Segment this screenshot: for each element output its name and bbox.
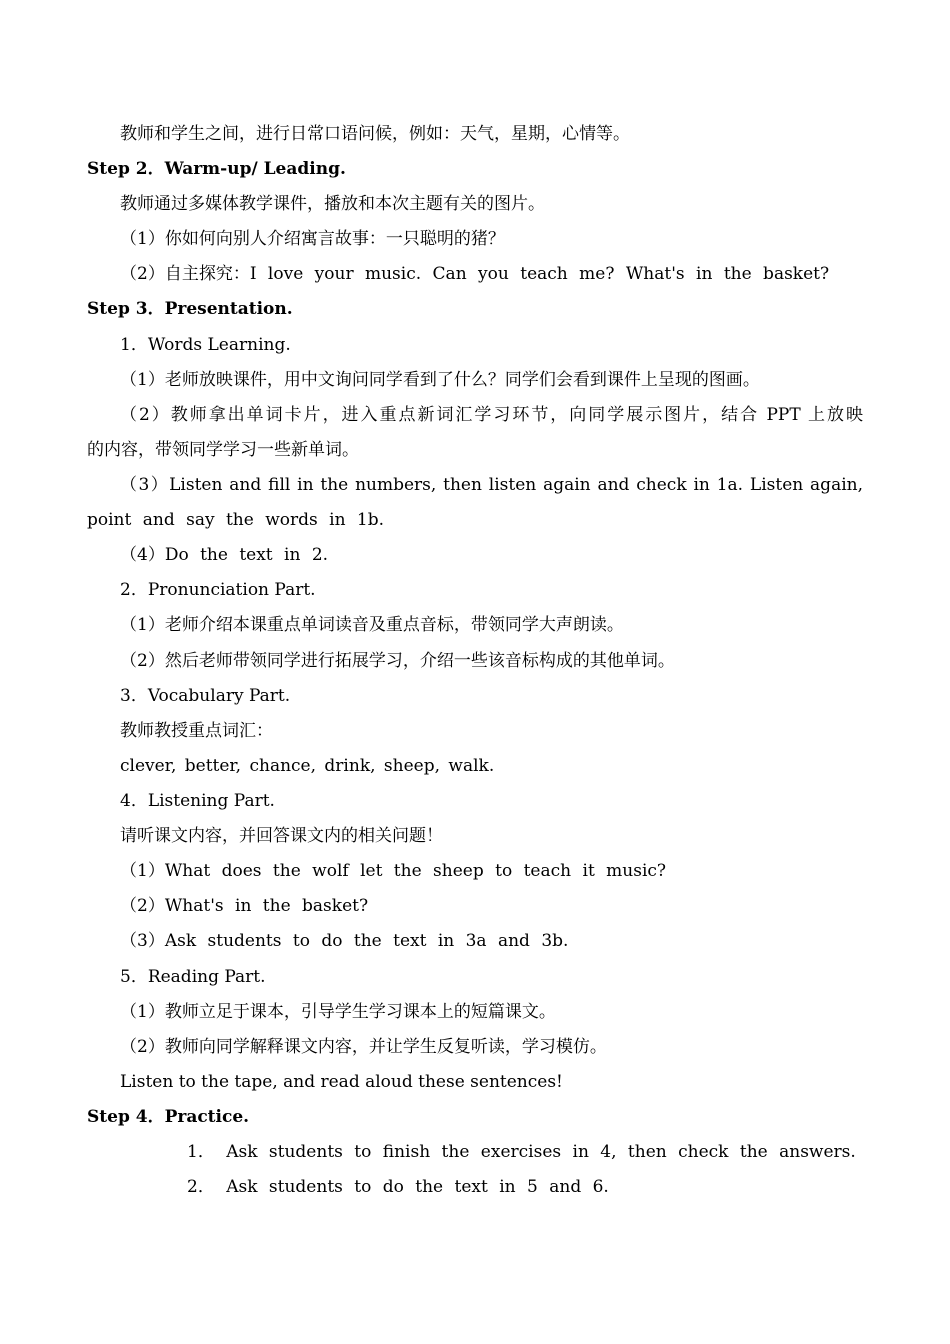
listening-question-2: （2）What's in the basket? bbox=[120, 896, 369, 916]
listening-question-1: （1）What does the wolf let the sheep to teach it music? bbox=[120, 861, 667, 881]
pronunciation-item-2: （2）然后老师带领同学进行拓展学习，介绍一些该音标构成的其他单词。 bbox=[120, 651, 675, 671]
vocabulary-words: clever, better, chance, drink, sheep, walk. bbox=[120, 756, 495, 776]
reading-title: 5．Reading Part. bbox=[120, 967, 266, 987]
listening-intro: 请听课文内容，并回答课文内的相关问题！ bbox=[120, 826, 443, 846]
listening-question-3: （3）Ask students to do the text in 3a and 3b. bbox=[120, 931, 569, 951]
warmup-question-1: （1）你如何向别人介绍寓言故事：一只聪明的猪？ bbox=[120, 229, 505, 249]
greeting-paragraph: 教师和学生之间，进行日常口语问候，例如：天气，星期，心情等。 bbox=[120, 124, 630, 144]
warmup-paragraph: 教师通过多媒体教学课件，播放和本次主题有关的图片。 bbox=[120, 194, 545, 214]
vocabulary-intro: 教师教授重点词汇： bbox=[120, 721, 273, 741]
practice-item-1: 1． Ask students to finish the exercises in 4, then check the answers. bbox=[187, 1142, 856, 1162]
practice-item-2: 2． Ask students to do the text in 5 and 6. bbox=[187, 1177, 609, 1197]
listening-title: 4．Listening Part. bbox=[120, 791, 275, 811]
words-learning-item-3: （3）Listen and fill in the numbers, then listen again and check in 1a. Listen again, bbox=[120, 475, 863, 495]
words-learning-item-3-cont: point and say the words in 1b. bbox=[87, 510, 385, 530]
reading-item-1: （1）教师立足于课本，引导学生学习课本上的短篇课文。 bbox=[120, 1002, 556, 1022]
reading-item-2: （2）教师向同学解释课文内容，并让学生反复听读，学习模仿。 bbox=[120, 1037, 607, 1057]
warmup-question-2: （2）自主探究：I love your music. Can you teach me? What's in the basket? bbox=[120, 264, 830, 284]
vocabulary-title: 3．Vocabulary Part. bbox=[120, 686, 291, 706]
pronunciation-title: 2．Pronunciation Part. bbox=[120, 580, 316, 600]
words-learning-item-1: （1）老师放映课件，用中文询问同学看到了什么？同学们会看到课件上呈现的图画。 bbox=[120, 370, 760, 390]
reading-instruction: Listen to the tape, and read aloud these sentences! bbox=[120, 1072, 563, 1092]
words-learning-item-4: （4）Do the text in 2. bbox=[120, 545, 329, 565]
step-3-heading: Step 3．Presentation. bbox=[87, 299, 293, 319]
step-2-heading: Step 2．Warm-up/ Leading. bbox=[87, 159, 346, 179]
words-learning-item-2-cont: 的内容，带领同学学习一些新单词。 bbox=[87, 440, 359, 460]
words-learning-title: 1．Words Learning. bbox=[120, 335, 291, 355]
step-4-heading: Step 4．Practice. bbox=[87, 1107, 250, 1127]
words-learning-item-2: （2）教师拿出单词卡片，进入重点新词汇学习环节，向同学展示图片，结合 PPT 上放映 bbox=[120, 405, 863, 425]
pronunciation-item-1: （1）老师介绍本课重点单词读音及重点音标，带领同学大声朗读。 bbox=[120, 615, 624, 635]
